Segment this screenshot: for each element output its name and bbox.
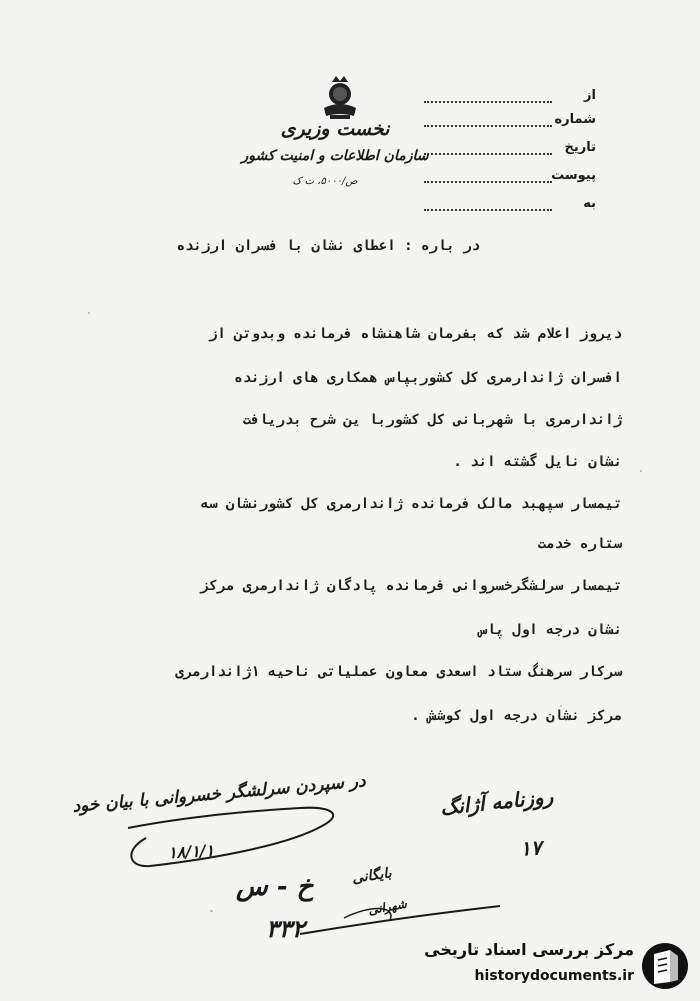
body-line: مرکز نشان درجه اول کوشش . bbox=[411, 708, 622, 724]
handwritten-signature: بایگانی bbox=[351, 865, 393, 887]
body-line: تیمسار سپهبد مالک فرمانده ژاندارمری کل کشورنشان سه bbox=[200, 496, 622, 512]
body-line: ژاندارمری با شهربانی کل کشوربا ین شرح بدریافت bbox=[242, 412, 622, 428]
organization-name: سازمان اطلاعات و امنیت کشور bbox=[241, 148, 429, 164]
handwritten-date: ۱۷ bbox=[519, 835, 543, 861]
pen-stroke bbox=[300, 906, 500, 934]
body-line: ستاره خدمت bbox=[537, 536, 622, 552]
handwritten-note-newspaper: روزنامه آژانگ bbox=[439, 784, 555, 820]
body-line: تیمسار سرلشگرخسروانی فرمانده پادگان ژاندارمری مرکز bbox=[200, 578, 622, 594]
form-label: از bbox=[584, 88, 596, 103]
handwritten-signature: شهرانی bbox=[367, 896, 408, 918]
form-label: به bbox=[583, 196, 596, 211]
pen-stroke bbox=[128, 808, 333, 866]
handwritten-initials: خ - س bbox=[236, 872, 314, 902]
archive-logo-icon bbox=[640, 938, 690, 994]
watermark-url: historydocuments.ir bbox=[474, 968, 634, 984]
office-title: نخست وزیری bbox=[280, 118, 390, 140]
body-line: افسران ژاندارمری کل کشوربپاس همکاری های ارزنده bbox=[234, 370, 622, 386]
watermark-title: مرکز بررسی اسناد تاریخی bbox=[424, 940, 634, 959]
document-code: ص/۵۰۰۰، ت ک bbox=[292, 176, 358, 187]
subject-line: در باره : اعطای نشان با فسران ارزنده bbox=[176, 238, 480, 254]
handwritten-note-referral: در سپردن سرلشگر خسروانی با بیان خود bbox=[71, 771, 367, 817]
pen-stroke bbox=[344, 908, 391, 920]
form-label: پیوست bbox=[551, 168, 596, 183]
body-line: دیروز اعلام شد که بفرمان شاهنشاه فرمانده وبدوتن از bbox=[208, 326, 622, 342]
form-label: شماره bbox=[554, 112, 596, 127]
body-line: سرکار سرهنگ ستاد اسعدی معاون عملیاتی ناحیه ۱ژاندارمری bbox=[175, 664, 622, 680]
handwritten-number: ۳۳۲ bbox=[266, 914, 305, 943]
body-line: نشان نایل گشته اند . bbox=[453, 454, 622, 470]
archive-watermark bbox=[412, 934, 696, 998]
body-line: نشان درجه اول پاس bbox=[478, 622, 622, 638]
form-label: تاریخ bbox=[564, 140, 596, 155]
handwritten-date: ۱۸/۱/۱ bbox=[167, 840, 215, 863]
